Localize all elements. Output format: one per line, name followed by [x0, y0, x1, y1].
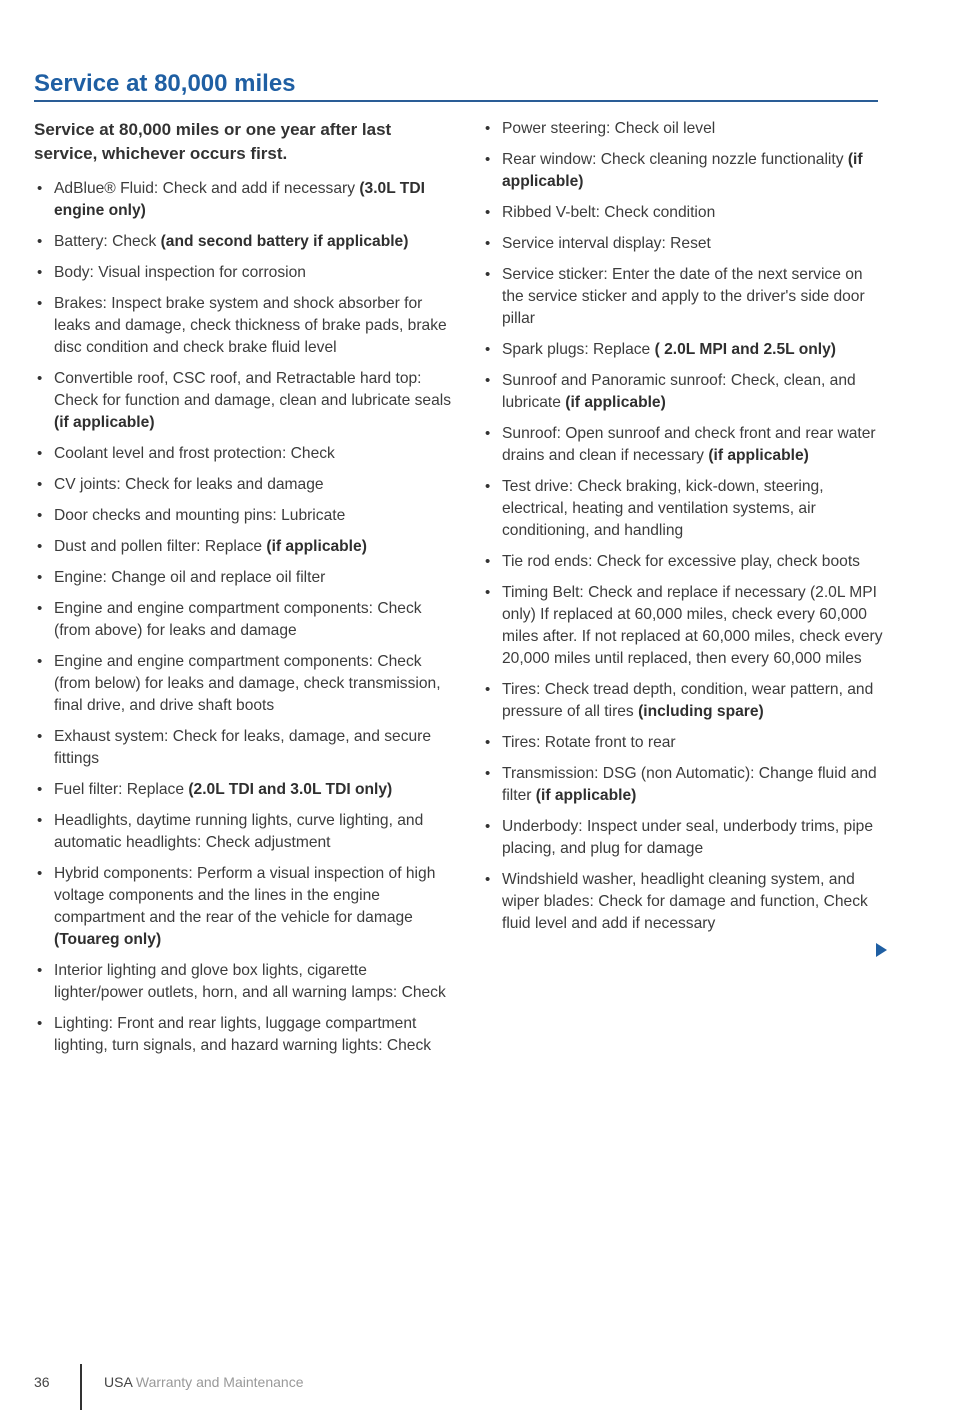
service-item-text: Dust and pollen filter: Replace [54, 538, 267, 555]
service-item-text: CV joints: Check for leaks and damage [54, 476, 324, 493]
service-item [34, 1013, 452, 1057]
service-item [482, 582, 886, 670]
service-item [482, 763, 886, 807]
service-item [34, 810, 452, 854]
service-item-text: Spark plugs: Replace [502, 341, 655, 358]
service-item-text: Convertible roof, CSC roof, and Retractable hard top: Check for function and damage, clean and lubricate seals [54, 370, 452, 409]
service-item [34, 536, 452, 558]
service-item [482, 476, 886, 542]
service-item-text: Brakes: Inspect brake system and shock absorber for leaks and damage, check thickness of brake pads, brake disc condition and check brake fluid level [54, 295, 447, 356]
service-item-text: AdBlue® Fluid: Check and add if necessary [54, 180, 360, 197]
continue-arrow-icon [876, 943, 887, 957]
service-item-text: Service sticker: Enter the date of the next service on the service sticker and apply to the driver's side door pillar [502, 266, 865, 327]
service-item-qualifier: (and second battery if applicable) [160, 233, 409, 250]
service-item-text: Coolant level and frost protection: Check [54, 445, 335, 462]
document-title-part-b: Warranty and Maintenance [135, 1374, 304, 1390]
service-item-qualifier: (if applicable) [266, 538, 367, 555]
page-number: 36 [34, 1374, 50, 1390]
service-item-text: Engine: Change oil and replace oil filter [54, 569, 326, 586]
service-item-text: Service interval display: Reset [502, 235, 711, 252]
document-title [104, 1374, 303, 1390]
service-item [482, 551, 886, 573]
service-item-text: Windshield washer, headlight cleaning system, and wiper blades: Check for damage and function, Check fluid level and add if necessary [502, 871, 868, 932]
service-item [34, 262, 452, 284]
service-item-qualifier: ( 2.0L MPI and 2.5L only) [654, 341, 836, 358]
service-item-text: Body: Visual inspection for corrosion [54, 264, 306, 281]
service-item-text: Sunroof and Panoramic sunroof: Check, clean, and lubricate [502, 372, 856, 411]
service-item-qualifier: (2.0L TDI and 3.0L TDI only) [188, 781, 393, 798]
service-item-text: Engine and engine compartment components: Check (from above) for leaks and damage [54, 600, 422, 639]
service-item [482, 339, 886, 361]
left-service-list [34, 178, 452, 1057]
left-column [34, 118, 452, 1066]
service-item-text: Battery: Check [54, 233, 161, 250]
service-item [482, 816, 886, 860]
service-item-qualifier: (if applicable) [565, 394, 666, 411]
service-item-text: Ribbed V-belt: Check condition [502, 204, 716, 221]
service-item-text: Hybrid components: Perform a visual inspection of high voltage components and the lines in the engine compartment and the rear of the vehicle for damage [54, 865, 436, 926]
service-item [34, 178, 452, 222]
service-item [482, 149, 886, 193]
service-item [34, 293, 452, 359]
service-item [34, 474, 452, 496]
service-item [34, 960, 452, 1004]
service-item [34, 863, 452, 951]
service-item [34, 651, 452, 717]
service-item [34, 726, 452, 770]
service-item-text: Sunroof: Open sunroof and check front and rear water drains and clean if necessary [502, 425, 876, 464]
service-item-text: Door checks and mounting pins: Lubricate [54, 507, 346, 524]
service-item [482, 202, 886, 224]
service-item-qualifier: (if applicable) [708, 447, 809, 464]
service-item [34, 779, 452, 801]
service-item-text: Tie rod ends: Check for excessive play, check boots [502, 553, 860, 570]
service-item-text: Headlights, daytime running lights, curve lighting, and automatic headlights: Check adjustment [54, 812, 424, 851]
service-item-text: Power steering: Check oil level [502, 120, 716, 137]
service-item-text: Tires: Check tread depth, condition, wear pattern, and pressure of all tires [502, 681, 874, 720]
service-item [34, 368, 452, 434]
service-item-text: Engine and engine compartment components: Check (from below) for leaks and damage, check transmission, final drive, and drive shaft boots [54, 653, 441, 714]
service-item [34, 567, 452, 589]
service-item-text: Lighting: Front and rear lights, luggage compartment lighting, turn signals, and hazard warning lights: Check [54, 1015, 432, 1054]
right-service-list [482, 118, 886, 935]
service-item-qualifier: (if applicable) [502, 151, 863, 190]
service-item [34, 598, 452, 642]
footer-divider [80, 1364, 82, 1410]
service-item [482, 732, 886, 754]
service-item [34, 505, 452, 527]
right-column [482, 118, 886, 944]
service-item-qualifier: (if applicable) [54, 414, 155, 431]
service-item [482, 233, 886, 255]
document-title-part-a: USA [104, 1374, 136, 1390]
title-divider [34, 100, 878, 102]
service-item [482, 264, 886, 330]
service-item [482, 869, 886, 935]
service-item [34, 231, 452, 253]
service-item [34, 443, 452, 465]
service-item-text: Interior lighting and glove box lights, cigarette lighter/power outlets, horn, and all warning lamps: Check [54, 962, 446, 1001]
service-item [482, 370, 886, 414]
section-subtitle: Service at 80,000 miles or one year after last service, whichever occurs first. [34, 120, 392, 163]
service-item-text: Underbody: Inspect under seal, underbody trims, pipe placing, and plug for damage [502, 818, 873, 857]
page-title: Service at 80,000 miles [34, 70, 296, 97]
service-item-text: Fuel filter: Replace [54, 781, 189, 798]
service-item [482, 679, 886, 723]
service-item-qualifier: (if applicable) [535, 787, 637, 804]
service-item-text: Test drive: Check braking, kick-down, steering, electrical, heating and ventilation systems, air conditioning, and handling [502, 478, 824, 539]
service-item-text: Transmission: DSG (non Automatic): Change fluid and filter [502, 765, 877, 804]
service-item-text: Exhaust system: Check for leaks, damage, and secure fittings [54, 728, 432, 767]
service-item [482, 423, 886, 467]
service-item-text: Tires: Rotate front to rear [502, 734, 676, 751]
service-item-text: Timing Belt: Check and replace if necessary (2.0L MPI only) If replaced at 60,000 miles, check every 60,000 miles after. If not replaced at 60,000 miles, check every 20,000 miles until replaced, then every 60,000 miles [502, 584, 883, 667]
service-item-qualifier: (including spare) [638, 703, 764, 720]
service-item-qualifier: (Touareg only) [54, 931, 162, 948]
service-item-text: Rear window: Check cleaning nozzle functionality [502, 151, 848, 168]
service-item-qualifier: (3.0L TDI engine only) [54, 180, 425, 219]
service-item [482, 118, 886, 140]
